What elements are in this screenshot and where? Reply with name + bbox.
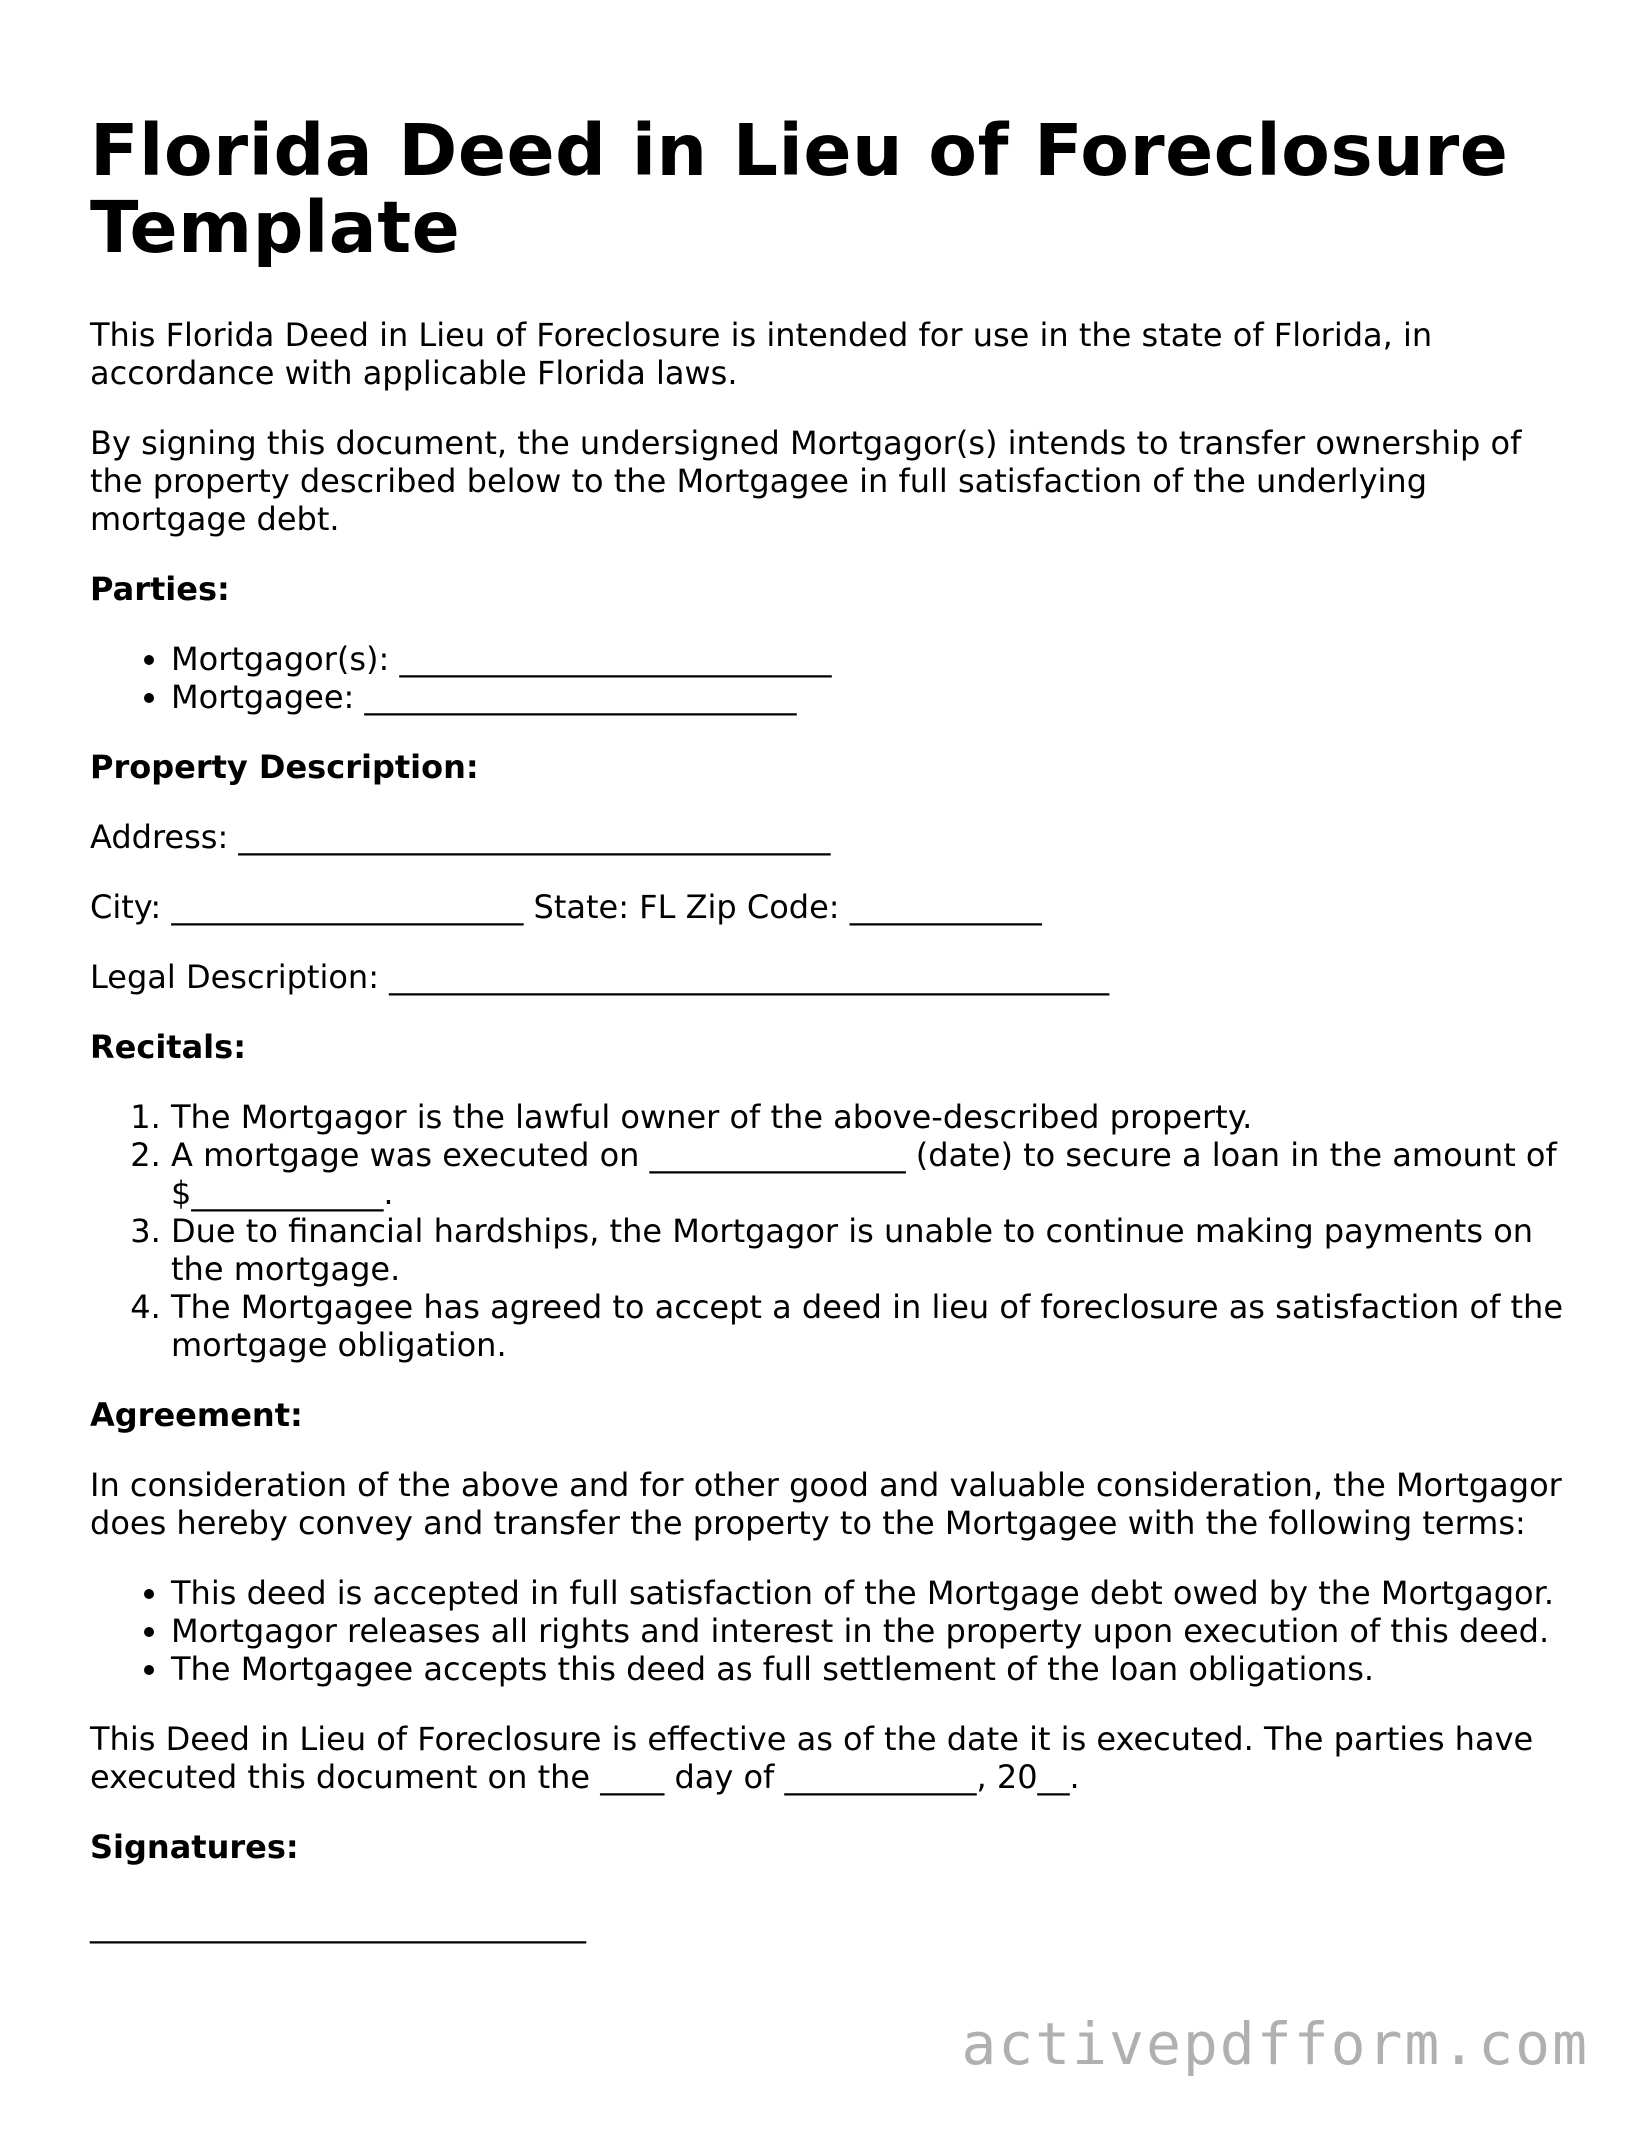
recital-item: 1. The Mortgagor is the lawful owner of the above-described property. xyxy=(171,1098,1570,1136)
party-mortgagee: • Mortgagee: ___________________________ xyxy=(171,678,1570,716)
agreement-term: • The Mortgagee accepts this deed as full settlement of the loan obligations. xyxy=(171,1650,1570,1688)
watermark: activepdfform.com xyxy=(961,2010,1589,2078)
signature-line: _______________________________ xyxy=(90,1906,586,1944)
agreement-term: • This deed is accepted in full satisfaction of the Mortgage debt owed by the Mortgagor. xyxy=(171,1574,1570,1612)
agreement-intro: In consideration of the above and for other good and valuable consideration, the Mortgagor does hereby convey and transfer the property to the Mortgagee with the following terms: xyxy=(90,1466,1562,1542)
document-page xyxy=(90,109,1570,1976)
legal-description-line: Legal Description: _____________________________________________ xyxy=(90,958,1110,996)
parties-list xyxy=(90,640,1570,716)
agreement-term: • Mortgagor releases all rights and interest in the property upon execution of this deed. xyxy=(171,1612,1570,1650)
party-mortgagor: • Mortgagor(s): ___________________________ xyxy=(171,640,1570,678)
recital-item: 3. Due to financial hardships, the Mortgagor is unable to continue making payments on the mortgage. xyxy=(171,1212,1570,1288)
signatures-heading: Signatures: xyxy=(90,1828,299,1866)
agreement-terms-list xyxy=(90,1574,1570,1688)
effective-date-paragraph: This Deed in Lieu of Foreclosure is effective as of the date it is executed. The parties have executed this document on the ____ day of ____________, 20__. xyxy=(90,1720,1534,1796)
page-title: Florida Deed in Lieu of Foreclosure Template xyxy=(90,109,1509,269)
property-heading: Property Description: xyxy=(90,748,479,786)
address-line: Address: _____________________________________ xyxy=(90,818,831,856)
intro-paragraph-2: By signing this document, the undersigned Mortgagor(s) intends to transfer ownership of the property described below to the Mortgagee in full satisfaction of the underlying mortgage debt. xyxy=(90,424,1522,538)
intro-paragraph-1: This Florida Deed in Lieu of Foreclosure is intended for use in the state of Florida, in accordance with applicable Florida laws. xyxy=(90,316,1433,392)
recitals-list xyxy=(90,1098,1570,1364)
recital-item: 2. A mortgage was executed on ________________ (date) to secure a loan in the amount of $____________. xyxy=(171,1136,1570,1212)
city-state-zip-line: City: ______________________ State: FL Zip Code: ____________ xyxy=(90,888,1042,926)
recital-item: 4. The Mortgagee has agreed to accept a deed in lieu of foreclosure as satisfaction of the mortgage obligation. xyxy=(171,1288,1570,1364)
agreement-heading: Agreement: xyxy=(90,1396,303,1434)
recitals-heading: Recitals: xyxy=(90,1028,246,1066)
parties-heading: Parties: xyxy=(90,570,230,608)
